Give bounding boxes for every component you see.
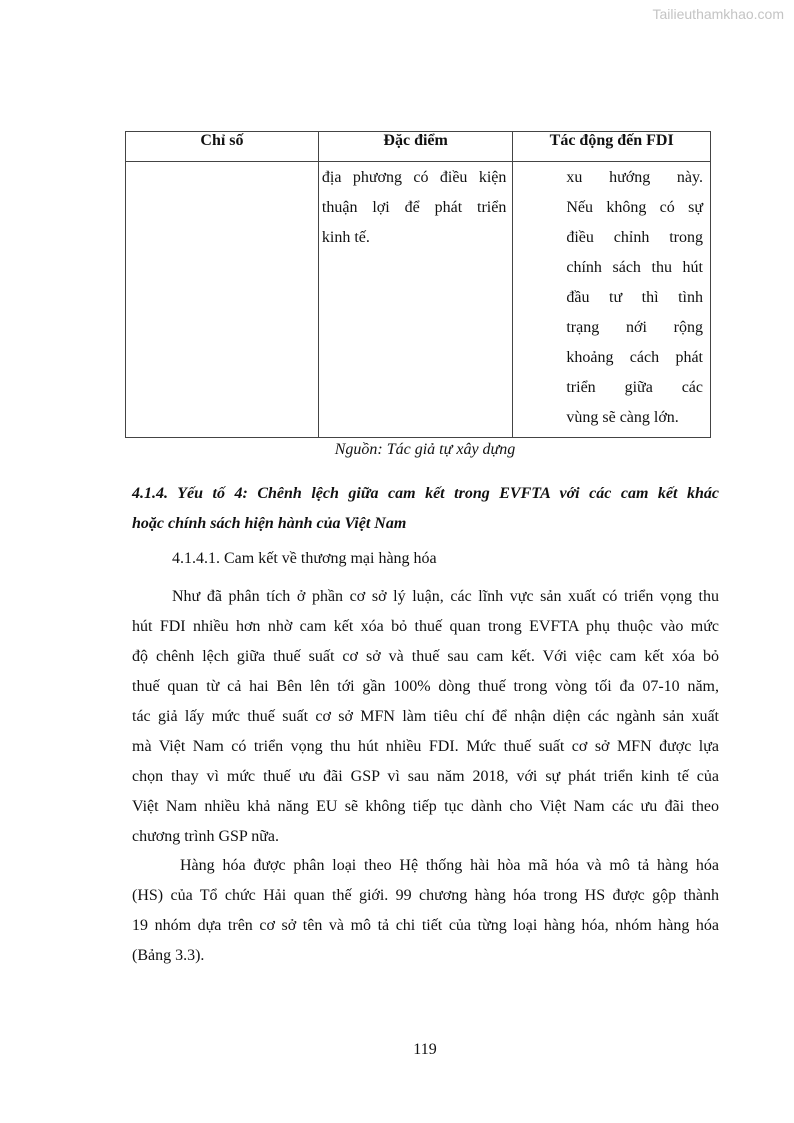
- paragraph-line: chọn thay vì mức thuế ưu đãi GSP vì sau năm 2018, với sự phát triển kinh tế của: [132, 768, 719, 785]
- paragraph-line: mà Việt Nam có triển vọng thu hút nhiều FDI. Mức thuế suất cơ sở MFN được lựa: [132, 738, 719, 755]
- table-header-row: [126, 132, 711, 162]
- paragraph-line: (HS) của Tổ chức Hải quan thế giới. 99 chương hàng hóa trong HS được gộp thành: [132, 887, 719, 904]
- cell-dac-diem: [318, 162, 512, 438]
- cell-line: địa phương có điều kiện: [321, 169, 507, 186]
- cell-line: xu hướng này.: [566, 169, 703, 186]
- cell-line: điều chỉnh trong: [566, 229, 703, 246]
- cell-line: trạng nới rộng: [566, 319, 703, 336]
- paragraph-line: Hàng hóa được phân loại theo Hệ thống hài hòa mã hóa và mô tả hàng hóa: [180, 857, 719, 874]
- page-number: 119: [413, 1041, 437, 1058]
- cell-line: thuận lợi để phát triển: [321, 199, 507, 216]
- paragraph-line: Việt Nam nhiều khả năng EU sẽ không tiếp tục dành cho Việt Nam các ưu đãi theo: [132, 798, 719, 815]
- section-heading: [132, 479, 719, 539]
- cell-line: đầu tư thì tình: [566, 289, 703, 306]
- table-source-note: Nguồn: Tác giả tự xây dựng: [334, 441, 516, 458]
- cell-line: vùng sẽ càng lớn.: [566, 409, 679, 426]
- cell-line: kinh tế.: [321, 229, 370, 246]
- paragraph-line: Như đã phân tích ở phần cơ sở lý luận, các lĩnh vực sản xuất có triển vọng thu: [172, 588, 719, 605]
- cell-tac-dong-fdi: [513, 162, 711, 438]
- paragraph-line: hút FDI nhiều hơn nhờ cam kết xóa bỏ thuế quan trong EVFTA phụ thuộc vào mức: [132, 618, 719, 635]
- subsection-heading: 4.1.4.1. Cam kết về thương mại hàng hóa: [172, 550, 437, 567]
- cell-chi-so: [126, 162, 319, 438]
- cell-line: khoảng cách phát: [566, 349, 703, 366]
- paragraph-2: [132, 851, 719, 971]
- paragraph-line: độ chênh lệch giữa thuế suất cơ sở và thuế sau cam kết. Với việc cam kết xóa bỏ: [132, 648, 719, 665]
- cell-line: chính sách thu hút: [566, 259, 703, 276]
- heading-line: hoặc chính sách hiện hành của Việt Nam: [132, 515, 407, 532]
- continuation-table: [125, 131, 711, 438]
- paragraph-line: chương trình GSP nữa.: [132, 828, 279, 845]
- paragraph-line: tác giả lấy mức thuế suất cơ sở MFN làm tiêu chí để nhận diện các ngành sản xuất: [132, 708, 719, 725]
- paragraph-line: thuế quan từ cả hai Bên lên tới gần 100% dòng thuế trong vòng tối đa 07-10 năm,: [132, 678, 719, 695]
- paragraph-line: (Bảng 3.3).: [132, 947, 205, 964]
- header-dac-diem: Đặc điểm: [318, 132, 512, 162]
- paragraph-line: 19 nhóm dựa trên cơ sở tên và mô tả chi tiết của từng loại hàng hóa, nhóm hàng hóa: [132, 917, 719, 934]
- table-row: [126, 162, 711, 438]
- header-tac-dong-fdi: Tác động đến FDI: [513, 132, 711, 162]
- paragraph-1: [132, 582, 719, 852]
- watermark: Tailieuthamkhao.com: [652, 6, 784, 22]
- header-chi-so: Chỉ số: [126, 132, 319, 162]
- heading-line: 4.1.4. Yếu tố 4: Chênh lệch giữa cam kết trong EVFTA với các cam kết khác: [132, 485, 719, 502]
- cell-line: Nếu không có sự: [566, 199, 703, 216]
- cell-line: triển giữa các: [566, 379, 703, 396]
